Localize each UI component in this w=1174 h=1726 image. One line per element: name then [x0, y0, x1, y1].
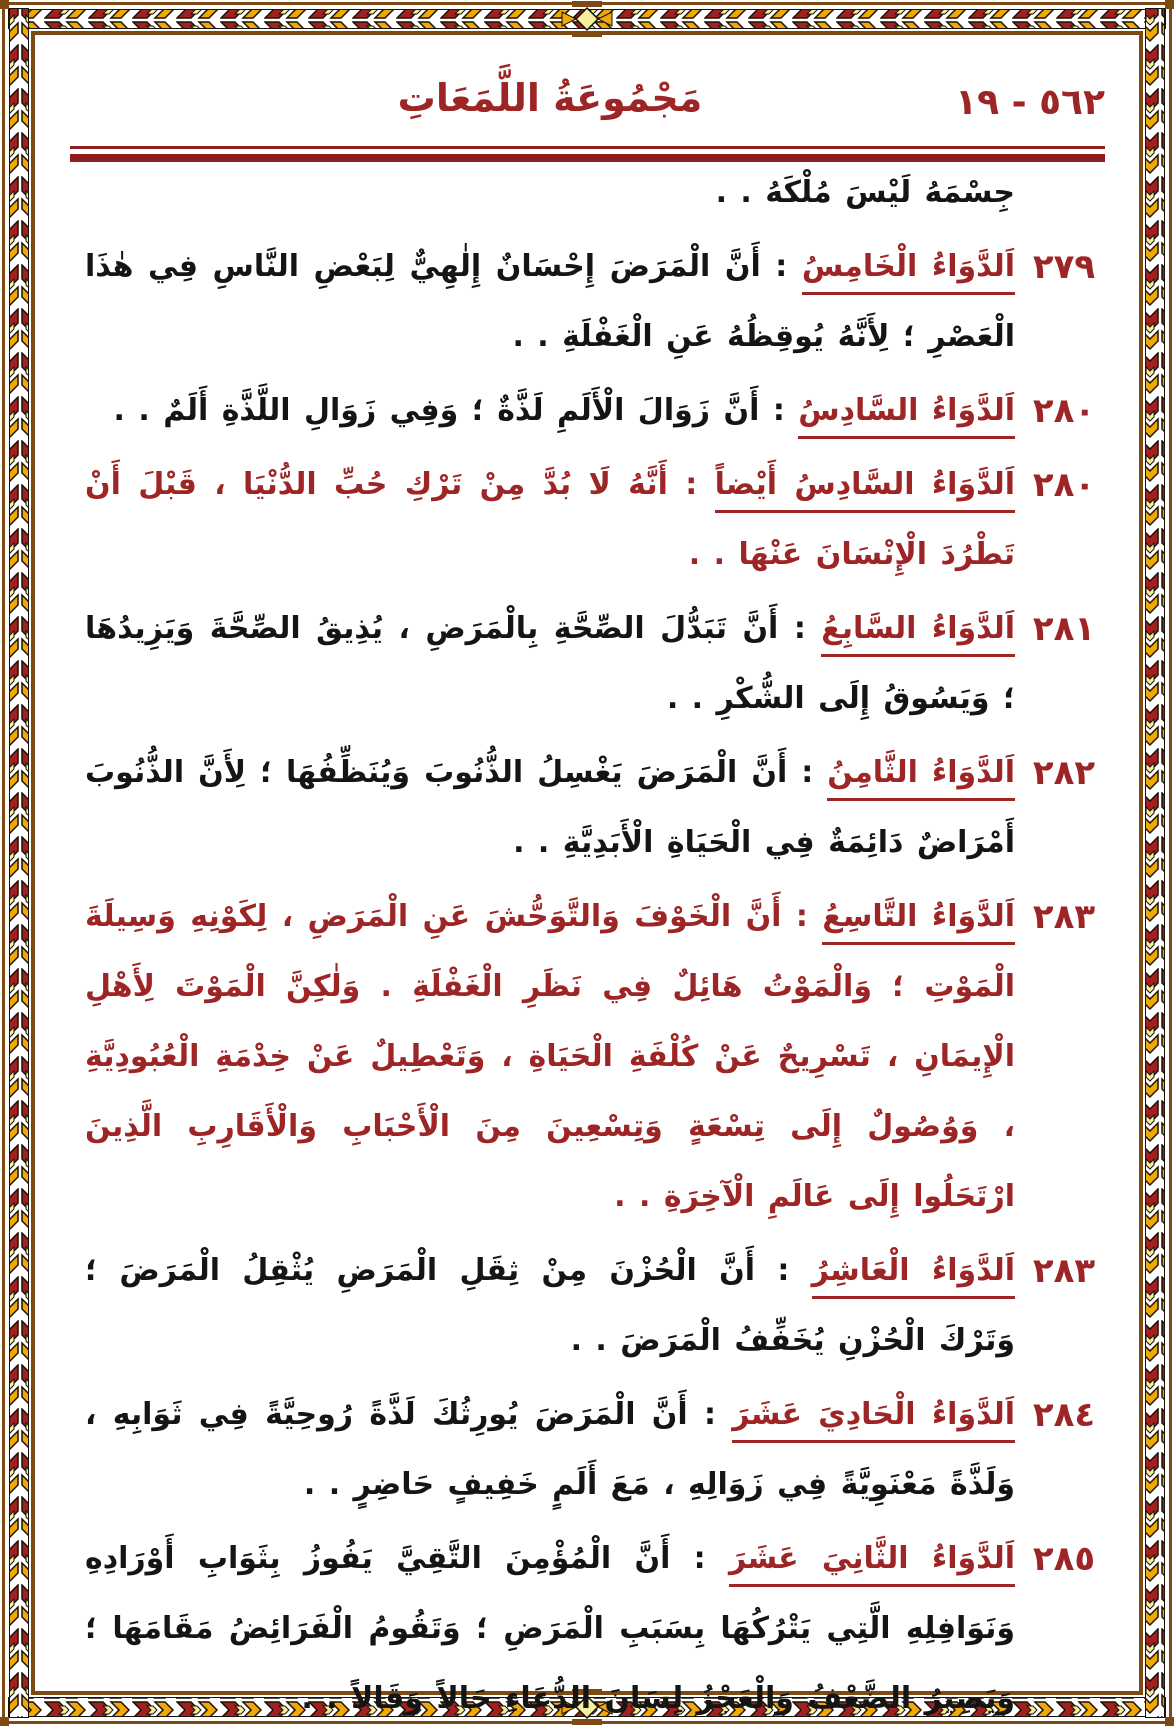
paragraph-number: ٢٨٤	[1032, 1395, 1096, 1435]
book-title: مَجْمُوعَةُ اللَّمَعَاتِ	[397, 76, 703, 120]
remedy-heading: اَلدَّوَاءُ الْخَامِسُ	[802, 249, 1015, 295]
remedy-body-text: أَنَّ تَبَدُّلَ الصِّحَّةِ بِالْمَرَضِ ، يُذِيقُ الصِّحَّةَ وَيَزِيدُهَا ؛ وَيَسُوقُ إِلَى الشُّكْرِ . .	[85, 611, 1015, 716]
remedy-body-text: أَنَّ الْحُزْنَ مِنْ ثِقَلِ الْمَرَضِ يُثْقِلُ الْمَرَضَ ؛ وَتَرْكَ الْحُزْنِ يُخَفِّفُ الْمَرَضَ . .	[85, 1253, 1015, 1358]
carryover-text: جِسْمَهُ لَيْسَ مُلْكَهُ . .	[715, 175, 1015, 210]
remedy-heading: اَلدَّوَاءُ السَّادِسُ أَيْضاً	[715, 467, 1015, 513]
heading-separator: :	[778, 611, 822, 646]
remedy-paragraph	[85, 1524, 1096, 1726]
remedy-heading: اَلدَّوَاءُ السَّادِسُ	[798, 393, 1015, 439]
remedy-heading: اَلدَّوَاءُ التَّاسِعُ	[822, 899, 1015, 945]
paragraph-number: ٢٨٥	[1032, 1539, 1096, 1579]
paragraph-number: ٢٨١	[1032, 609, 1096, 649]
remedy-heading: اَلدَّوَاءُ الثَّانِيَ عَشَرَ	[729, 1541, 1015, 1587]
remedy-body-text: أَنَّ الْمَرَضَ إِحْسَانٌ إِلٰهِيٌّ لِبَعْضِ النَّاسِ فِي هٰذَا الْعَصْرِ ؛ لِأَنَّهُ يُوقِظُهُ عَنِ الْغَفْلَةِ . .	[85, 249, 1015, 354]
heading-separator: :	[759, 393, 799, 428]
remedy-body-text: أَنَّ الْمُؤْمِنَ التَّقِيَّ يَفُوزُ بِثَوَابِ أَوْرَادِهِ وَنَوَافِلِهِ الَّتِي يَتْرُكُهَا بِسَبَبِ الْمَرَضِ ؛ وَتَقُومُ الْفَرَائِضُ مَقَامَهَا ؛ وَيَصِيرُ الضَّعْفُ وَالْعَجْزُ لِسَانَ الدُّعَاءِ حَالاً وَقَالاً . .	[85, 1541, 1015, 1716]
heading-separator: :	[667, 467, 715, 502]
remedy-paragraph	[85, 594, 1096, 734]
heading-separator: :	[687, 1397, 733, 1432]
paragraph-number: ٢٨٠	[1032, 465, 1096, 505]
remedy-paragraph	[85, 882, 1096, 1232]
text-column	[85, 158, 1096, 1726]
heading-separator: :	[670, 1541, 729, 1576]
paragraph-number: ٢٨٣	[1032, 897, 1096, 937]
remedy-paragraph	[85, 1380, 1096, 1520]
remedy-body-text: أَنَّ الْمَرَضَ يُورِثُكَ لَذَّةً رُوحِيَّةً فِي ثَوَابِهِ ، وَلَذَّةً مَعْنَوِيَّةً فِي زَوَالِهِ ، مَعَ أَلَمٍ خَفِيفٍ حَاضِرٍ . .	[85, 1397, 1015, 1502]
remedy-heading: اَلدَّوَاءُ الْحَادِيَ عَشَرَ	[732, 1397, 1015, 1443]
remedy-paragraph	[85, 450, 1096, 590]
remedy-paragraph	[85, 1236, 1096, 1376]
heading-separator: :	[755, 1253, 812, 1288]
remedy-body-text: أَنَّ زَوَالَ الْأَلَمِ لَذَّةٌ ؛ وَفِي زَوَالِ اللَّذَّةِ أَلَمٌ . .	[113, 393, 760, 428]
page-number: ٥٦٢ - ١٩	[955, 82, 1105, 123]
paragraph-number: ٢٨٢	[1032, 753, 1096, 793]
remedy-body-text: أَنَّ الْمَرَضَ يَغْسِلُ الذُّنُوبَ وَيُنَظِّفُهَا ؛ لِأَنَّ الذُّنُوبَ أَمْرَاضٌ دَائِمَةٌ فِي الْحَيَاةِ الْأَبَدِيَّةِ . .	[85, 755, 1015, 860]
remedy-paragraph	[85, 232, 1096, 372]
heading-separator: :	[760, 249, 802, 284]
paragraph-number: ٢٨٣	[1032, 1251, 1096, 1291]
heading-separator: :	[787, 755, 828, 790]
remedy-heading: اَلدَّوَاءُ الْعَاشِرُ	[812, 1253, 1015, 1299]
header-rule-thin	[70, 146, 1105, 149]
remedy-heading: اَلدَّوَاءُ الثَّامِنُ	[827, 755, 1015, 801]
paragraph-number: ٢٨٠	[1032, 391, 1096, 431]
remedy-body-text: أَنَّهُ لَا بُدَّ مِنْ تَرْكِ حُبِّ الدُّنْيَا ، قَبْلَ أَنْ تَطْرُدَ الْإِنْسَانَ عَنْهَا . .	[85, 467, 1015, 572]
carryover-line	[85, 158, 1015, 228]
remedy-paragraph	[85, 738, 1096, 878]
remedy-paragraph	[85, 376, 1096, 446]
remedy-heading: اَلدَّوَاءُ السَّابِعُ	[821, 611, 1015, 657]
remedy-body-text: أَنَّ الْخَوْفَ وَالتَّوَحُّشَ عَنِ الْمَرَضِ ، لِكَوْنِهِ وَسِيلَةَ الْمَوْتِ ؛ وَالْمَوْتُ هَائِلٌ فِي نَظَرِ الْغَفْلَةِ . وَلٰكِنَّ الْمَوْتَ لِأَهْلِ الْإِيمَانِ ، تَسْرِيحٌ عَنْ كُلْفَةِ الْحَيَاةِ ، وَتَعْطِيلٌ عَنْ خِدْمَةِ الْعُبُودِيَّةِ ، وَوُصُولٌ إِلَى تِسْعَةٍ وَتِسْعِينَ مِنَ الْأَحْبَابِ وَالْأَقَارِبِ الَّذِينَ ارْتَحَلُوا إِلَى عَالَمِ الْآخِرَةِ . .	[85, 899, 1015, 1214]
heading-separator: :	[781, 899, 823, 934]
paragraph-number: ٢٧٩	[1032, 247, 1096, 287]
